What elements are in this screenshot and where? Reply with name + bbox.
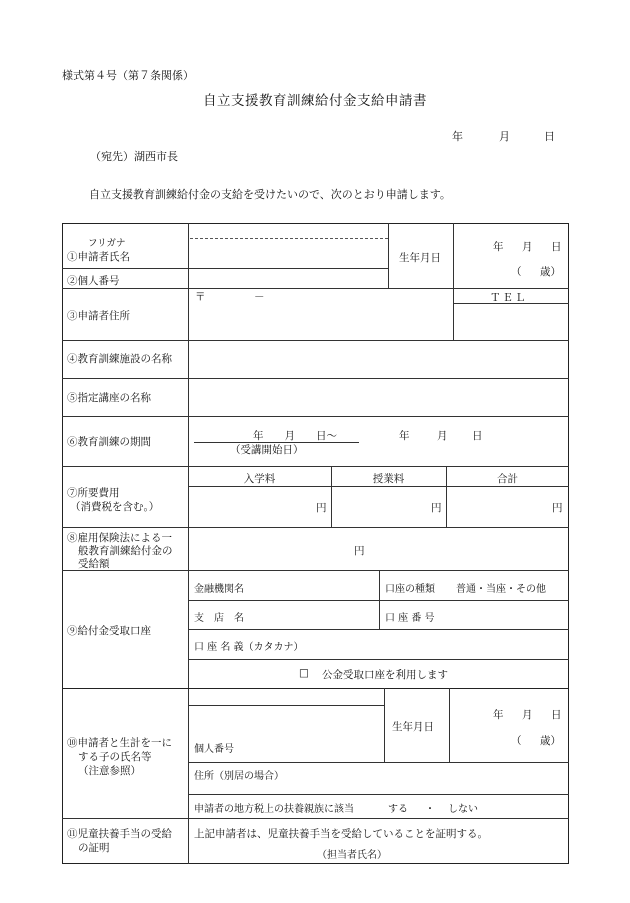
allowance-statement: 上記申請者は、児童扶養手当を受給していることを証明する。 [194,828,488,840]
child-birth-year: 年 [493,709,504,721]
postal-dash: － [254,291,265,303]
cell-divider [453,223,454,288]
account-number-label: 口 座 番 号 [385,613,435,624]
facility-label: ④教育訓練施設の名称 [67,353,172,365]
account-divider [188,659,569,660]
cost-total-yen: 円 [552,502,563,514]
course-label: ⑤指定講座の名称 [67,392,151,404]
period-end-day: 日 [472,430,483,442]
insurance-label-line2: 般教育訓練給付金の [78,545,173,557]
intro-text: 自立支援教育訓練給付金の支給を受けたいので、次のとおり申請します。 [89,188,451,201]
cell-divider [453,288,454,340]
cost-col-total: 合計 [497,473,518,485]
label-column-divider [188,223,189,864]
child-birth-month: 月 [522,709,533,721]
dependent-separator: ・ [425,804,435,815]
allowance-label-line2: の証明 [78,842,110,854]
tel-label: ＴＥＬ [490,292,528,304]
row-divider [62,416,569,417]
cell-divider [388,223,389,288]
child-label-line3: （注意参照） [78,765,141,777]
dependent-yes[interactable]: する [388,804,408,815]
age-open: （ [511,266,522,278]
date-day-label: 日 [544,130,555,143]
period-start-note: （受講開始日） [230,444,304,456]
insurance-yen: 円 [354,545,365,557]
child-age-unit: 歳） [540,735,561,747]
date-month-label: 月 [499,130,510,143]
cell-divider [449,688,450,762]
cost-col-tuition: 授業料 [372,473,405,485]
cost-entrance-yen: 円 [316,502,327,514]
birth-day-label: 日 [551,241,562,253]
furigana-label: フリガナ [88,238,126,249]
insurance-label-line3: 受給額 [78,558,110,570]
bank-name-label: 金融機関名 [194,584,244,595]
child-personal-number-label: 個人番号 [194,744,234,755]
row-divider [62,340,569,341]
personal-number-label: ②個人番号 [67,275,120,287]
account-divider [188,629,569,630]
period-label: ⑥教育訓練の期間 [67,436,151,448]
child-divider [188,705,384,706]
dependent-no[interactable]: しない [448,804,478,815]
child-divider [188,794,569,795]
account-type-options: 普通・当座・その他 [456,584,546,595]
birth-date-label: 生年月日 [399,252,441,264]
period-end-month: 月 [437,430,448,442]
cost-label-line1: ⑦所要費用 [67,487,120,499]
child-divider [188,762,569,763]
account-label: ⑨給付金受取口座 [67,625,151,637]
form-number: 様式第４号（第７条関係） [62,69,194,82]
public-account-checkbox[interactable]: □ [299,667,309,679]
child-label-line2: する子の氏名等 [78,751,152,763]
account-type-label: 口座の種類 [385,584,435,595]
row-divider [62,688,569,689]
period-start: 年 月 日～ [253,430,337,442]
applicant-name-label: ①申請者氏名 [67,251,130,263]
cost-label-line2: （消費税を含む。） [70,501,160,513]
branch-label: 支 店 名 [194,613,244,624]
row-divider [188,268,388,269]
cell-divider [379,570,380,629]
cost-header-divider [188,486,569,487]
row-divider [62,268,188,269]
cell-divider [384,688,385,762]
row-divider [62,818,569,819]
child-address-label: 住所（別居の場合） [194,771,284,782]
date-year-label: 年 [452,130,463,143]
public-account-label: 公金受取口座を利用します [322,669,448,681]
account-holder-label: 口 座 名 義（カタカナ） [194,642,304,653]
row-divider [62,288,569,289]
cost-tuition-yen: 円 [431,502,442,514]
row-divider [62,466,569,467]
officer-name-label: （担当者氏名） [317,850,387,861]
child-birth-day: 日 [551,709,562,721]
cost-col-entrance: 入学料 [243,473,276,485]
birth-month-label: 月 [522,241,533,253]
child-birth-label: 生年月日 [392,721,434,733]
row-divider [62,378,569,379]
period-end-year: 年 [399,430,410,442]
addressee: （宛先）湖西市長 [90,150,178,163]
child-age-open: （ [511,735,522,747]
dependent-question: 申請者の地方税上の扶養親族に該当 [194,804,354,815]
child-label-line1: ⑩申請者と生計を一に [67,737,172,749]
birth-year-label: 年 [493,241,504,253]
allowance-label-line1: ⑪児童扶養手当の受給 [67,828,172,840]
row-divider [62,527,569,528]
age-unit: 歳） [540,266,561,278]
insurance-label-line1: ⑧雇用保険法による一 [67,532,172,544]
postal-mark: 〒 [195,291,206,303]
furigana-dashed-line [190,238,388,239]
form-title: 自立支援教育訓練給付金支給申請書 [203,93,427,109]
address-label: ③申請者住所 [67,310,130,322]
row-divider [62,570,569,571]
